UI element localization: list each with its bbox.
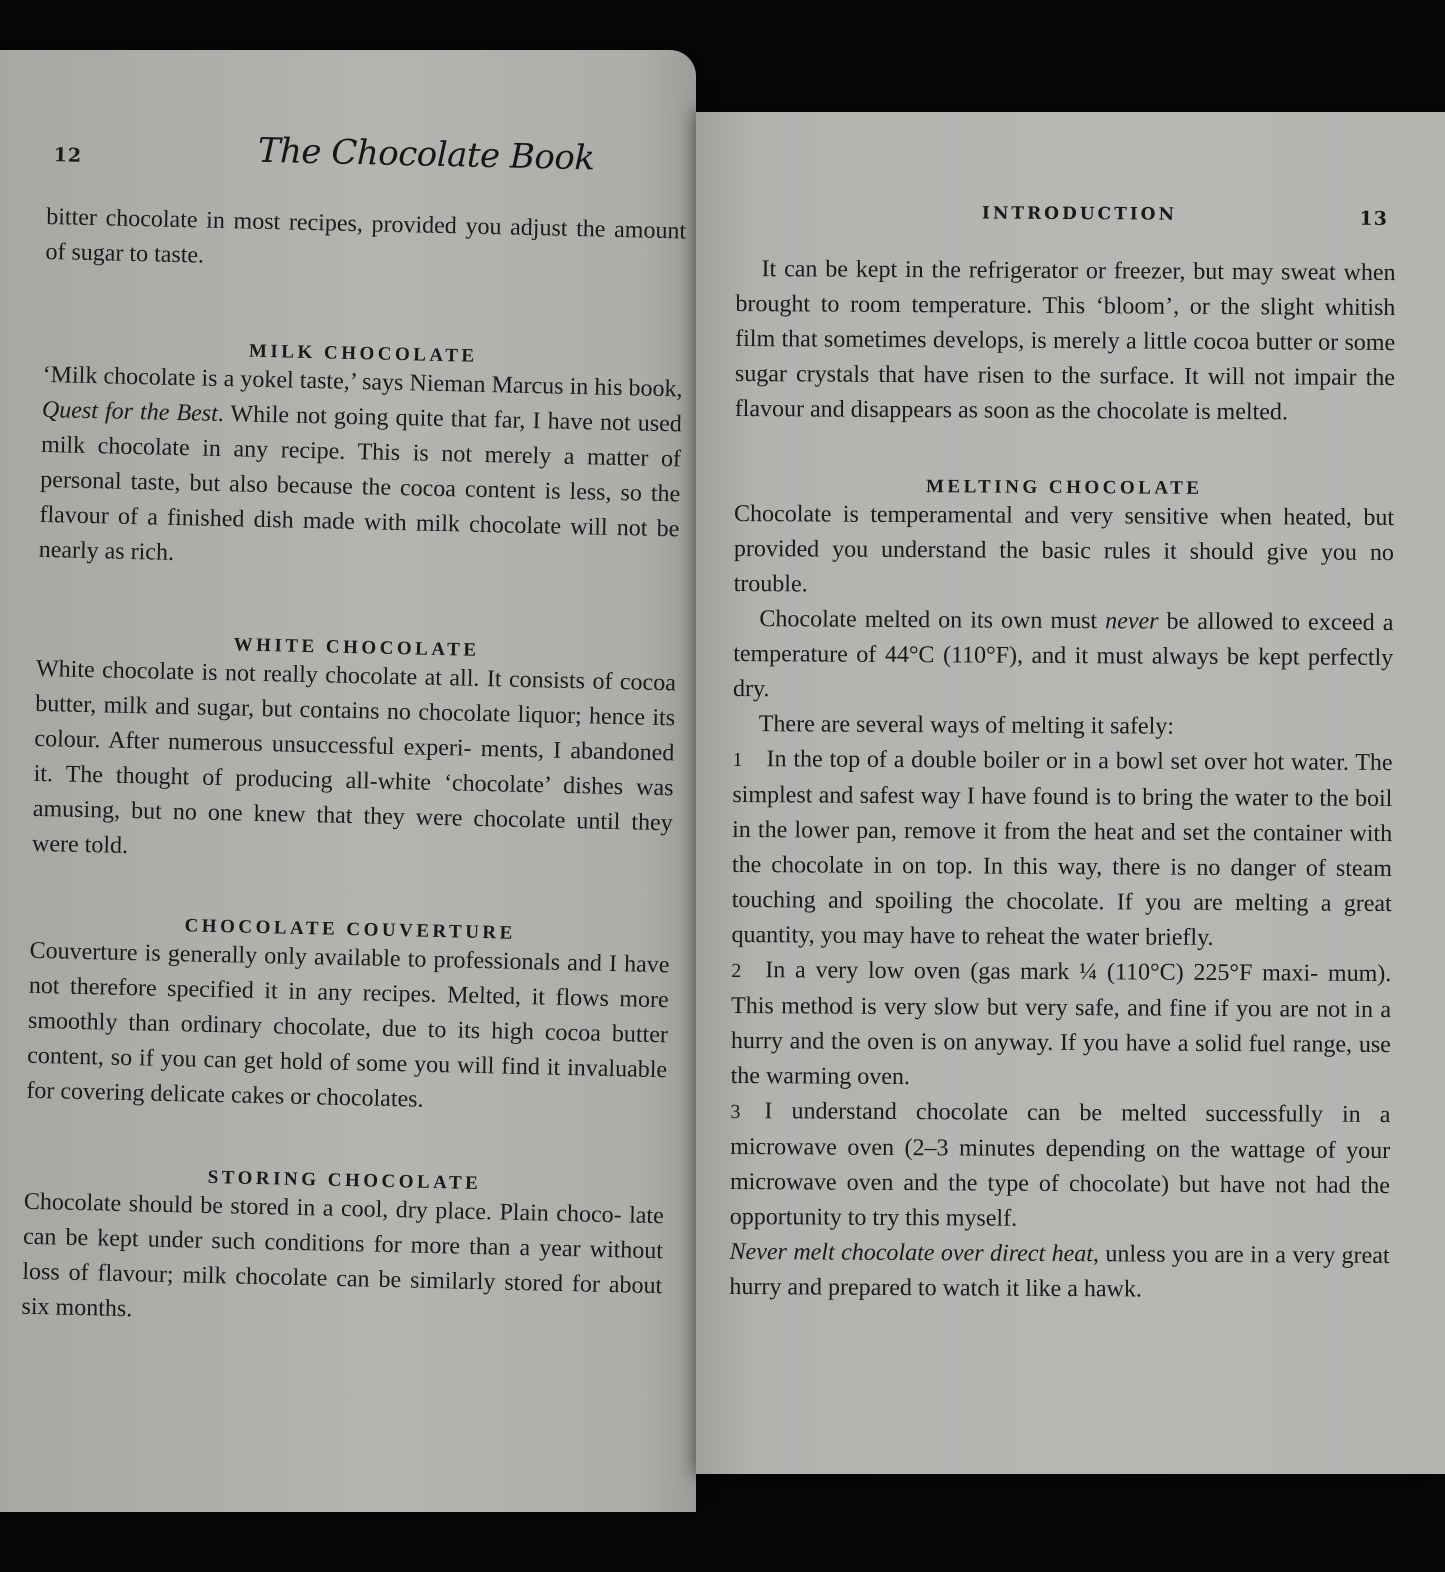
list-item-number: 1	[732, 748, 743, 772]
section-text-couverture: Couverture is generally only available to professionals and I have not therefore specified it in any recipes. Melted, it flows more smoothly than ordinary chocolate, due to its high cocoa butter content, so if you can get hold of some you will find it invaluable for covering delicate cakes or chocolates.	[26, 937, 670, 1113]
list-item	[731, 953, 1392, 1098]
melting-para-3: There are several ways of melting it safely:	[758, 711, 1175, 740]
running-head-title: The Chocolate Book	[257, 130, 595, 179]
section-heading-storing: STORING CHOCOLATE	[207, 1166, 482, 1195]
list-item	[730, 1094, 1391, 1239]
section-text-storing: Chocolate should be stored in a cool, dry place. Plain choco- late can be kept under such conditions for more than a year without loss of flavour; milk chocolate can be similarly stored for about six months.	[21, 1188, 665, 1323]
left-page-content	[21, 130, 688, 1339]
section-heading-melting: MELTING CHOCOLATE	[925, 476, 1203, 499]
list-item-number: 3	[730, 1100, 741, 1124]
list-item-text: In a very low oven (gas mark ¼ (110°C) 225°F maxi- mum). This method is very slow but very safe, and fine if you are not in a hurry and the oven is on anyway. If you have a solid fuel range, use the warming oven.	[730, 957, 1392, 1091]
list-item	[731, 742, 1392, 957]
section-heading-couverture: CHOCOLATE COUVERTURE	[184, 915, 517, 944]
section-text-white: White chocolate is not really chocolate at all. It consists of cocoa butter, milk and sugar, but contains no chocolate liquor; hence its colour. After numerous unsuccessful experi- ments, I abandoned it. The thought of producing all-white ‘chocolate’ dishes was amusing, but no one knew that they were chocolate until they were told.	[31, 655, 677, 859]
melting-para-2	[733, 602, 1394, 711]
melting-para-1: Chocolate is temperamental and very sensitive when heated, but provided you understand the basic rules it should give you no trouble.	[733, 500, 1395, 598]
right-page-header	[736, 202, 1396, 256]
left-page	[0, 50, 696, 1512]
milk-text-part-a: ‘Milk chocolate is a yokel taste,’ says Nieman Marcus in his book,	[42, 361, 683, 403]
right-page-content	[729, 202, 1396, 1309]
right-intro-paragraph: It can be kept in the refrigerator or freezer, but may sweat when brought to room temperature. This ‘bloom’, or the slight whitish film that sometimes develops, is merely a little cocoa butter or some sugar crystals that have risen to the surface. It will not impair the flavour and disappears as soon as the chocolate is melted.	[734, 256, 1396, 426]
list-item-text: In the top of a double boiler or in a bowl set over hot water. The simplest and safest way I have found is to bring the water to the boil in the lower pan, remove it from the heat and set the container with the chocolate in on top. In this way, there is no danger of steam touching and spoiling the chocolate. If you are melting a great quantity, you may have to reheat the water briefly.	[731, 746, 1393, 951]
list-item-text: I understand chocolate can be melted successfully in a microwave oven (2–3 minutes depending on the wattage of your microwave oven and the type of chocolate) but have not had the opportunity to try this myself.	[729, 1098, 1391, 1232]
final-warning-italic: Never melt chocolate over direct heat	[729, 1238, 1094, 1268]
final-warning-text: , unless you are in a very great hurry and prepared to watch it like a hawk.	[729, 1241, 1390, 1303]
melting-final-paragraph	[729, 1235, 1389, 1309]
left-intro-paragraph: bitter chocolate in most recipes, provided you adjust the amount of sugar to taste.	[45, 203, 687, 269]
right-running-head: INTRODUCTION	[981, 203, 1178, 225]
melting-para-2-b: be allowed to exceed a temperature of 44°C (110°F), and it must always be kept perfectly dry.	[732, 608, 1394, 703]
right-page	[696, 112, 1445, 1474]
never-italic: never	[1105, 608, 1159, 635]
right-page-number: 13	[1359, 207, 1388, 230]
list-item-number: 2	[731, 959, 742, 983]
section-heading-white: WHITE CHOCOLATE	[233, 634, 480, 661]
section-heading-milk: MILK CHOCOLATE	[248, 340, 478, 367]
left-page-number: 12	[53, 144, 83, 167]
book-title-italic: Quest for the Best	[41, 396, 219, 427]
milk-text-part-b: . While not going quite that far, I have not used milk chocolate in any recipe. This is not merely a matter of personal taste, but also because the cocoa content is less, so the flavour of a finished dish made with milk chocolate will not be nearly as rich.	[38, 400, 683, 566]
section-text-milk	[38, 358, 683, 582]
melting-para-2-a: Chocolate melted on its own must	[759, 606, 1106, 635]
